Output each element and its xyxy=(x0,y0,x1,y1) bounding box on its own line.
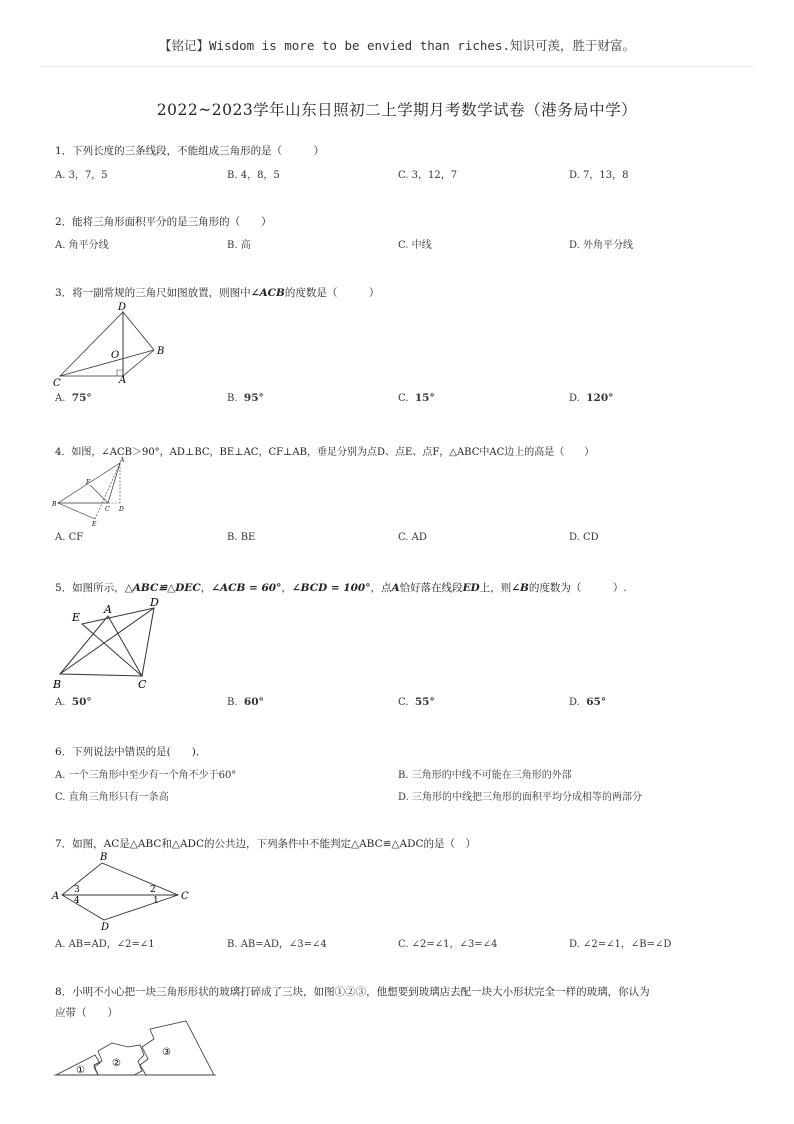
question-3-option-a: A. 75° xyxy=(55,392,92,404)
question-4-option-b: B. BE xyxy=(227,532,256,543)
question-4-option-c: C. AD xyxy=(398,532,427,543)
question-5-option-b: B. 60° xyxy=(227,696,264,708)
question-2-option-d: D. 外角平分线 xyxy=(569,240,634,251)
question-2-option-b: B. 高 xyxy=(227,240,251,251)
q5-label-d: D xyxy=(150,596,159,609)
q4-label-a: A xyxy=(120,457,125,464)
question-4-figure xyxy=(50,455,130,530)
question-7-option-d: D. ∠2=∠1，∠B=∠D xyxy=(569,939,672,950)
q7-label-b: B xyxy=(100,852,108,863)
question-3-option-d: D. 120° xyxy=(569,392,614,404)
q7-angle-3: 3 xyxy=(74,885,80,895)
q5-label-c: C xyxy=(138,678,147,691)
q7-label-a: A xyxy=(52,891,60,902)
question-1-option-d: D. 7，13，8 xyxy=(569,170,629,181)
question-8-stem-line1: 8．小明不小心把一块三角形形状的玻璃打碎成了三块，如图①②③，他想要到玻璃店去配一块大小形状完全一样的玻璃，你认为 xyxy=(55,986,650,998)
question-5-stem: 5．如图所示，△ABC≌△DEC，∠ACB = 60°，∠BCD = 100°，点A恰好落在线段ED上，则∠B的度数为（ ）. xyxy=(55,582,627,594)
q3-label-d: D xyxy=(118,302,127,313)
question-3-figure xyxy=(50,300,180,388)
q7-angle-1: 1 xyxy=(153,896,159,906)
question-4-option-a: A. CF xyxy=(55,532,84,543)
question-6-option-c: C. 直角三角形只有一条高 xyxy=(55,792,169,803)
glass-piece-3 xyxy=(140,1021,214,1075)
question-5-option-c: C. 55° xyxy=(398,696,435,708)
question-3-stem xyxy=(55,285,379,300)
q5-label-e: E xyxy=(72,611,81,624)
question-6-option-b: B. 三角形的中线不可能在三角形的外部 xyxy=(398,770,572,781)
q3-label-a: A xyxy=(119,375,127,386)
question-5-option-d: D. 65° xyxy=(569,696,607,708)
q4-label-e: E xyxy=(92,521,97,528)
question-1-option-a: A. 3，7，5 xyxy=(55,170,108,181)
question-4-stem: 4．如图，∠ACB＞90°，AD⊥BC，BE⊥AC，CF⊥AB，垂足分别为点D、点E、点F，△ABC中AC边上的高是（ ） xyxy=(55,447,595,458)
question-4-option-d: D. CD xyxy=(569,532,599,543)
question-3-option-c: C. 15° xyxy=(398,392,435,404)
q5-label-a: A xyxy=(104,603,112,616)
question-7-figure xyxy=(50,850,195,932)
question-5-figure xyxy=(50,594,175,692)
q8-label-1: ① xyxy=(76,1065,85,1076)
q8-label-2: ② xyxy=(112,1058,121,1069)
question-2-option-a: A. 角平分线 xyxy=(55,240,109,251)
question-8-figure xyxy=(50,1015,230,1085)
q7-angle-4: 4 xyxy=(74,896,80,906)
question-3-stem-math: ∠ACB xyxy=(250,287,285,299)
header-divider xyxy=(40,66,754,67)
question-6-option-a: A. 一个三角形中至少有一个角不少于60° xyxy=(55,770,237,781)
question-7-stem: 7．如图，AC是△ABC和△ADC的公共边，下列条件中不能判定△ABC≌△ADC的是（ ） xyxy=(55,838,477,850)
q4-label-c: C xyxy=(105,506,110,513)
question-5-option-a: A. 50° xyxy=(55,696,92,708)
q4-label-d: D xyxy=(119,506,124,513)
question-3-option-b: B. 95° xyxy=(227,392,264,404)
q4-label-f: F xyxy=(86,479,91,486)
q7-angle-2: 2 xyxy=(150,885,156,895)
question-1-stem: 1．下列长度的三条线段，不能组成三角形的是（ ） xyxy=(55,145,325,157)
question-2-stem: 2．能将三角形面积平分的是三角形的（ ） xyxy=(55,216,272,228)
question-1-option-b: B. 4，8，5 xyxy=(227,170,280,181)
question-7-option-c: C. ∠2=∠1，∠3=∠4 xyxy=(398,939,498,950)
question-6-option-d: D. 三角形的中线把三角形的面积平均分成相等的两部分 xyxy=(398,792,643,803)
q3-label-o: O xyxy=(111,350,120,361)
q7-label-c: C xyxy=(181,891,189,902)
q8-label-3: ③ xyxy=(162,1047,171,1058)
question-2-option-c: C. 中线 xyxy=(398,240,432,251)
question-8-stem-line2: 应带（ ） xyxy=(55,1007,118,1019)
question-3-stem-pre: 3．将一副常规的三角尺如图放置，则图中 xyxy=(55,287,251,299)
question-6-stem: 6．下列说法中错误的是( )． xyxy=(55,746,207,758)
question-7-option-b: B. AB=AD，∠3=∠4 xyxy=(227,939,327,950)
question-1-option-c: C. 3，12，7 xyxy=(398,170,458,181)
q3-label-b: B xyxy=(157,346,165,357)
page-title: 2022~2023学年山东日照初二上学期月考数学试卷（港务局中学） xyxy=(156,101,638,119)
header-motto: 【铭记】Wisdom is more to be envied than riches.知识可羡，胜于财富。 xyxy=(158,38,636,53)
q4-label-b: B xyxy=(52,501,57,508)
q5-label-b: B xyxy=(53,678,62,691)
question-3-stem-post: 的度数是（ ） xyxy=(284,287,380,299)
q3-label-c: C xyxy=(53,378,61,388)
q7-label-d: D xyxy=(101,922,110,932)
question-7-option-a: A. AB=AD，∠2=∠1 xyxy=(55,939,155,950)
